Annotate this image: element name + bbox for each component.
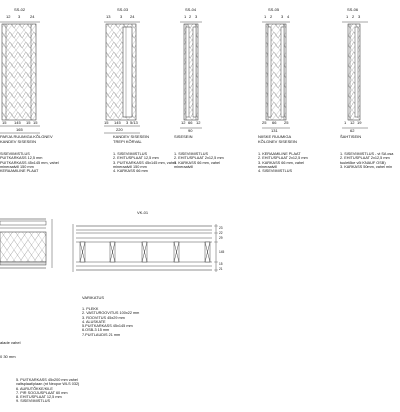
- left-dim: 0 30 mm: [0, 354, 16, 359]
- detail-title: VARIKATUS: [82, 295, 105, 300]
- layer-item: mineraalvill: [174, 164, 193, 169]
- layer-item: PUITKARKASS 45x145 mm, vahel: [0, 160, 59, 165]
- dim-bottom-3: 12: [196, 120, 201, 125]
- dim-top-2: 3: [120, 14, 123, 19]
- dim-total: 90: [188, 128, 193, 133]
- dim-bottom-1: 15: [104, 120, 109, 125]
- layer-item: 1. SISEVIIMISTLUS - vt SA osa: [340, 152, 394, 156]
- layer-item: 1. KERAAMILINE PLAAT: [258, 152, 301, 156]
- detail-layer-list: [82, 307, 139, 337]
- dim-bottom-3: 3: [126, 120, 129, 125]
- caption-line-1: PARJA RUUMIGA KÕLGNEV: [0, 134, 53, 139]
- left-floor-section-drawing: [0, 219, 52, 268]
- dim-top-3: 3: [358, 14, 361, 19]
- layer-item: tuuletõke või KNAUF OSB): [340, 160, 386, 165]
- left-note: alade vahel: [0, 340, 21, 345]
- dim-top-1: 1: [346, 14, 349, 19]
- caption-line-1: SISESEIN: [174, 134, 193, 139]
- layer-item: 1. SISEVIIMISTLUS: [113, 152, 147, 156]
- dim-top-2: 2: [270, 14, 273, 19]
- detail-vk-01-drawing: [73, 224, 218, 272]
- caption-line-1: ŠAHTISEIN: [340, 134, 362, 139]
- layer-item: valtsplaat/plaan (nt Neopor WLS 032): [16, 382, 80, 387]
- layer-item: PUITKARKASS 12,5 mm: [0, 156, 43, 161]
- detail-dim-5: 15: [219, 262, 223, 266]
- dim-top-4: 4: [287, 14, 290, 19]
- dim-bottom-3: 19: [357, 120, 362, 125]
- dim-top-2: 2: [352, 14, 355, 19]
- layer-item: 2. EHITUSPLAAT 2x12,5 mm: [258, 156, 308, 161]
- layer-item: 2. EHITUSPLAAT 12,5 mm: [113, 156, 159, 161]
- layer-item: 3. PUITKARKASS 45x145 mm, vahel: [113, 160, 176, 165]
- dim-bottom-3: 15: [26, 120, 31, 125]
- dim-total: 131: [271, 128, 278, 133]
- layer-item: 6. AURUTÕKKE/KILE: [16, 386, 53, 391]
- layer-item: KERAAMILINE PLAAT: [0, 169, 39, 174]
- section-id: SS-02: [14, 7, 26, 12]
- dim-top-1: 1: [264, 14, 267, 19]
- layer-item: 5. PUITKARKASS 45x200 mm vahel: [16, 378, 78, 382]
- section-id: SS-03: [117, 7, 129, 12]
- layer-item: 3. KARKASS 66 mm, vahel: [174, 160, 221, 165]
- layer-list-ss-03: [113, 152, 176, 173]
- layer-list-ss-04: [174, 152, 224, 169]
- section-id: SS-04: [185, 7, 197, 12]
- dim-total: 62: [350, 128, 355, 133]
- detail-dim-2: 22: [219, 231, 223, 235]
- layer-item: 4. ALUSKATE: [82, 319, 106, 324]
- dim-bottom-1: 1: [344, 120, 347, 125]
- layer-item: 8. EHITUSPLAAT 12,5 mm: [16, 395, 62, 400]
- caption-line-2: KANDEV SISESEIN: [0, 138, 37, 144]
- layer-item: mineraalvill 150 mm: [113, 164, 147, 169]
- section-ss-04-drawing: [180, 22, 202, 128]
- section-id: SS-06: [347, 7, 359, 12]
- caption-line-1: KANDEV SISESEIN: [113, 134, 150, 139]
- dim-bottom-1: 15: [2, 120, 7, 125]
- dim-top-2: 3: [18, 14, 21, 19]
- layer-item: mineraalvill: [258, 164, 277, 169]
- section-ss-03-drawing: [104, 22, 140, 133]
- detail-dim-1: 23: [219, 226, 223, 230]
- dim-bottom-2: 12: [350, 120, 355, 125]
- layer-item: 5.PUITKARKASS 45x145 mm: [82, 324, 133, 329]
- bottom-layer-list: [16, 378, 79, 404]
- detail-dim-4: 145: [219, 250, 225, 254]
- dim-top-1: 1: [184, 14, 187, 19]
- caption-line-2: TREPI KÕRVAL: [113, 138, 142, 144]
- dim-bottom-4: 15: [33, 120, 38, 125]
- detail-id: VK-01: [137, 210, 149, 215]
- layer-item: 1. SISEVIIMISTLUS: [174, 152, 208, 156]
- dim-top-3: 3: [195, 14, 198, 19]
- dim-bottom-2: 66: [272, 120, 277, 125]
- dim-bottom-3: 25: [284, 120, 289, 125]
- caption-line-1: NIISKE RUUMIGA: [258, 134, 292, 139]
- layer-item: 2. EHITUSPLAAT 2x12,5 mm: [174, 156, 224, 161]
- layer-item: 4. SISEVIIMISTLUS: [258, 169, 292, 174]
- layer-item: 3. ROOVITUS 45x29 mm: [82, 315, 125, 320]
- layer-list-ss-05: [258, 152, 308, 173]
- dim-bottom-2: 66: [188, 120, 193, 125]
- dim-top-1: 13: [106, 14, 111, 19]
- dim-top-2: 2: [189, 14, 192, 19]
- dim-total: 220: [116, 127, 123, 132]
- dim-total: 165: [16, 127, 23, 132]
- layer-list-ss-02: [0, 152, 59, 173]
- dim-top-1: 12: [6, 14, 11, 19]
- dim-bottom-1: 25: [262, 120, 267, 125]
- dim-bottom-2: 145: [114, 120, 121, 125]
- caption-line-2: KÕLGNEV SISESEIN: [258, 138, 297, 144]
- layer-item: 2. EHITUSPLAAT 2x12,5 mm: [340, 156, 390, 161]
- section-ss-06-drawing: [342, 22, 368, 128]
- dim-top-3: 24: [130, 14, 135, 19]
- layer-item: 9. SISEVIIMISTLUS: [16, 399, 50, 404]
- dim-top-3: 3: [281, 14, 284, 19]
- layer-item: SISEVIIMISTLUS: [0, 152, 30, 156]
- section-id: SS-05: [268, 7, 280, 12]
- layer-item: 2. VASTUROOVITUS 100x22 mm: [82, 311, 140, 316]
- layer-item: 3. KARKASS 50mm, vahel min: [340, 164, 393, 169]
- layer-item: 6.OSB-3 15 mm: [82, 328, 110, 333]
- dim-bottom-1: 12: [181, 120, 186, 125]
- layer-list-ss-06: [340, 152, 393, 169]
- dim-top-3: 24: [30, 14, 35, 19]
- detail-dim-6: 21: [219, 267, 223, 271]
- dim-bottom-4: 5/13: [130, 120, 138, 125]
- layer-item: 4. KARKASS 66 mm: [113, 169, 148, 174]
- dim-bottom-2: 145: [14, 120, 21, 125]
- detail-dim-3: 29: [219, 236, 223, 240]
- layer-item: 7.PUITLAUDIS 21 mm: [82, 332, 121, 337]
- section-ss-05-drawing: [262, 22, 290, 128]
- layer-item: 1. PLEKK: [82, 307, 99, 311]
- layer-item: 3. KARKASS 66 mm, vahel: [258, 160, 305, 165]
- section-ss-02-drawing: [0, 22, 40, 133]
- layer-item: 7. PIR SOOJUSPLAAT 60 mm: [16, 390, 68, 395]
- layer-item: mineraalvill 150 mm: [0, 164, 34, 169]
